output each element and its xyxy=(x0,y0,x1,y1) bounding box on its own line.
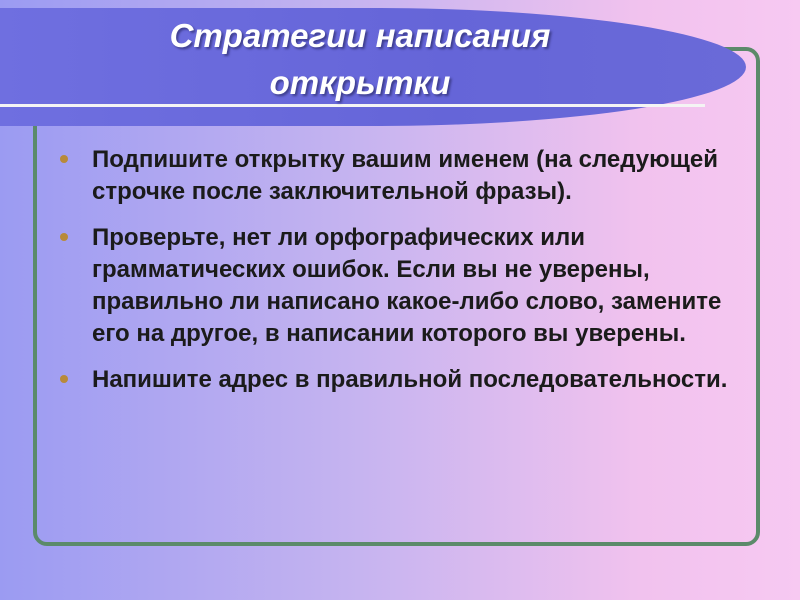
list-item xyxy=(60,364,740,396)
slide-title: Стратегии написания открытки xyxy=(169,17,551,101)
list-item-text: Напишите адрес в правильной последовательности. xyxy=(92,366,728,393)
bullet-list xyxy=(60,144,740,410)
list-item-text: Подпишите открытку вашим именем (на следующей строчке после заключительной фразы). xyxy=(92,146,718,205)
list-item xyxy=(60,144,740,208)
bullet-icon xyxy=(60,155,68,163)
list-item-text: Проверьте, нет ли орфографических или грамматических ошибок. Если вы не уверены, правильно ли написано какое-либо слово, замените его на другое, в написании которого вы уверены. xyxy=(92,224,722,347)
list-item xyxy=(60,222,740,350)
bullet-icon xyxy=(60,233,68,241)
bullet-icon xyxy=(60,375,68,383)
